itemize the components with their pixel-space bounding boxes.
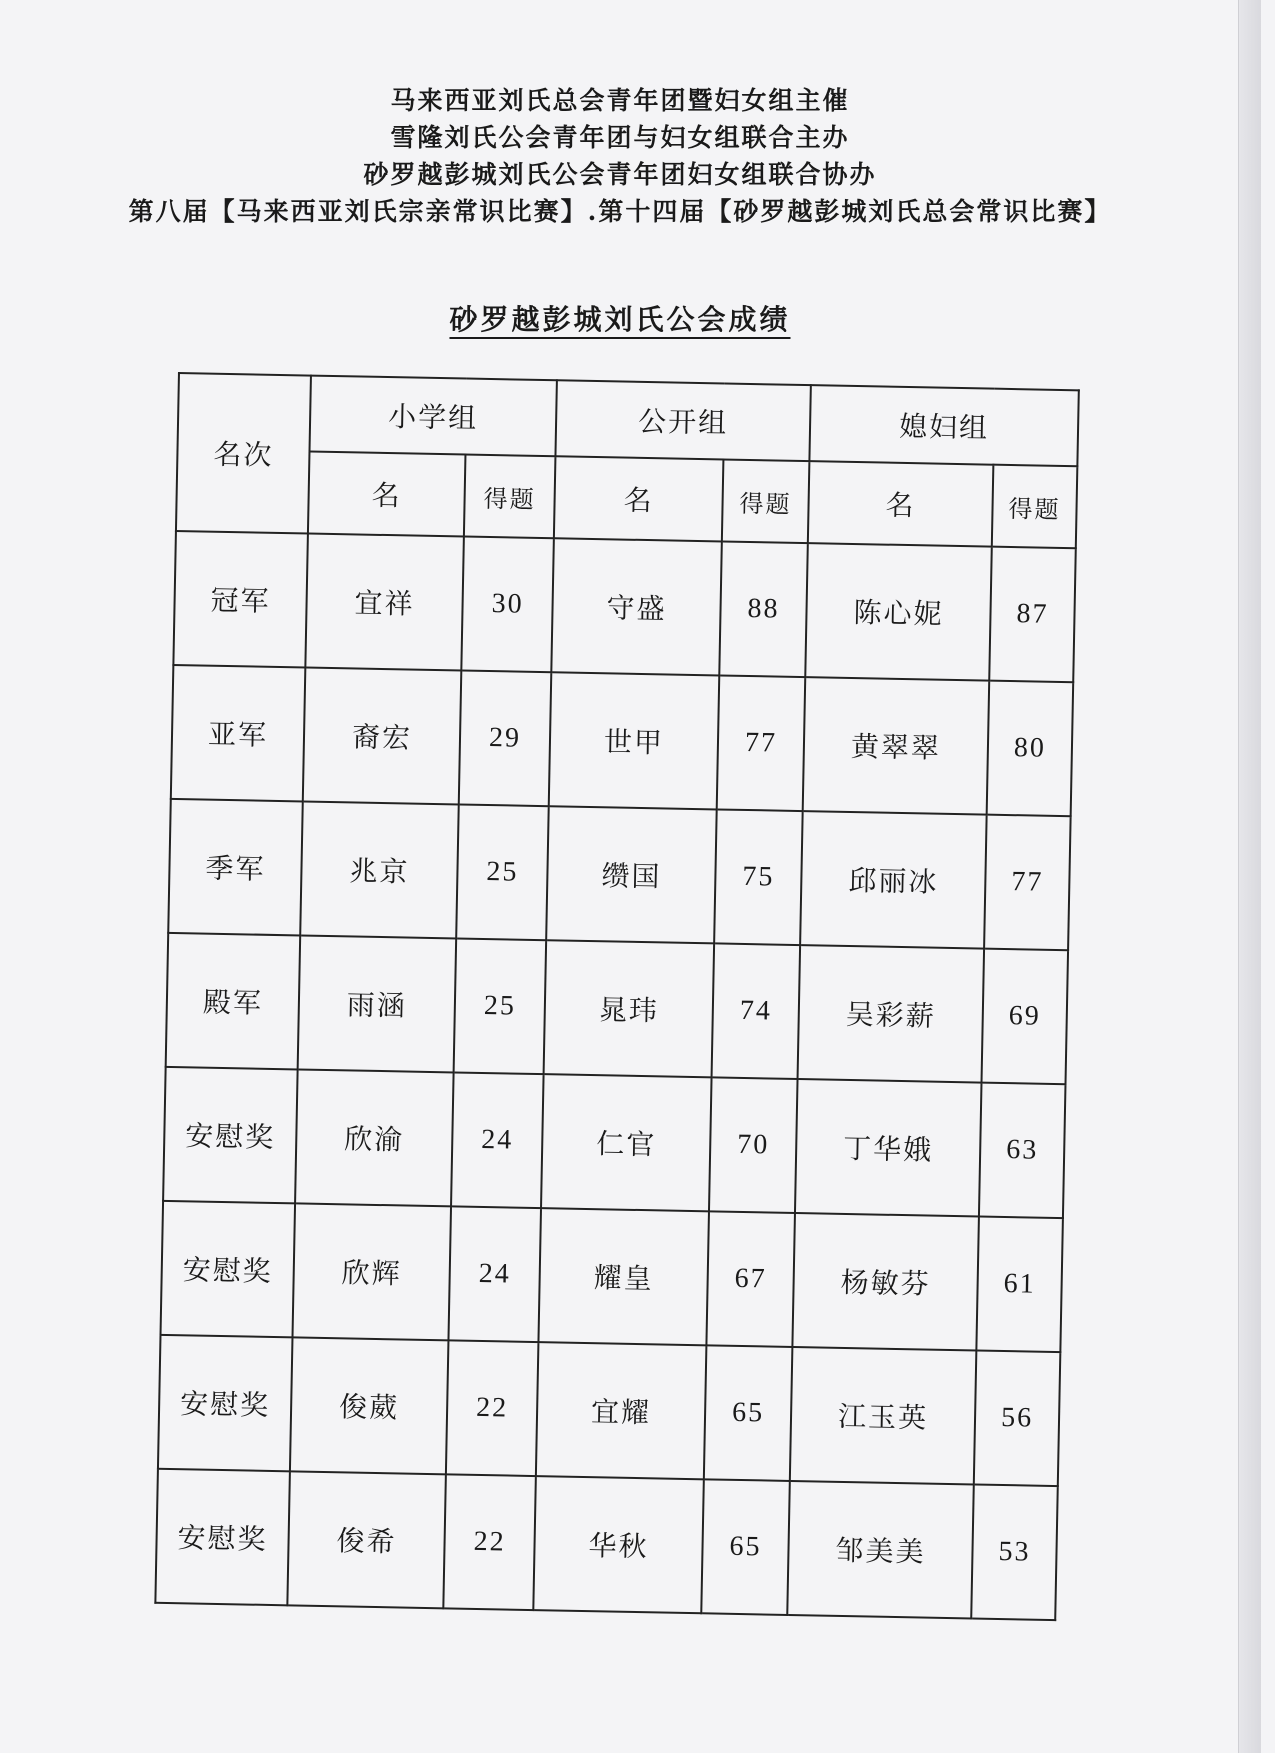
primary-score-cell: 25 xyxy=(454,938,547,1074)
wives-name-cell: 邱丽冰 xyxy=(800,811,987,949)
wives-score-cell: 61 xyxy=(976,1217,1063,1353)
wives-score-cell: 63 xyxy=(979,1083,1066,1219)
table-row xyxy=(161,1201,1063,1352)
table-row xyxy=(168,799,1070,950)
rank-cell: 冠军 xyxy=(173,531,308,668)
table-row xyxy=(173,531,1075,682)
group-header-wives: 媳妇组 xyxy=(809,385,1078,466)
primary-score-cell: 24 xyxy=(448,1206,541,1342)
primary-score-cell: 29 xyxy=(459,670,552,806)
heading-line-host: 雪隆刘氏公会青年团与妇女组联合主办 xyxy=(390,123,850,152)
open-name-cell: 华秋 xyxy=(533,1476,704,1613)
wives-score-cell: 77 xyxy=(984,815,1071,951)
rank-header: 名次 xyxy=(176,373,311,534)
score-header: 得题 xyxy=(722,459,810,543)
open-score-cell: 88 xyxy=(719,541,808,677)
wives-name-cell: 邹美美 xyxy=(787,1481,974,1619)
primary-score-cell: 22 xyxy=(446,1340,539,1476)
open-score-cell: 77 xyxy=(717,675,806,811)
open-name-cell: 宜耀 xyxy=(536,1342,707,1479)
table-row xyxy=(155,1469,1057,1620)
primary-score-cell: 24 xyxy=(451,1072,544,1208)
score-header: 得题 xyxy=(992,465,1078,549)
primary-name-cell: 雨涵 xyxy=(298,935,457,1072)
group-header-open: 公开组 xyxy=(555,380,810,461)
wives-score-cell: 53 xyxy=(971,1484,1058,1620)
primary-name-cell: 俊希 xyxy=(287,1471,446,1608)
rank-cell: 安慰奖 xyxy=(155,1469,290,1606)
table-row xyxy=(163,1067,1065,1218)
wives-score-cell: 87 xyxy=(989,547,1076,683)
rank-cell: 殿军 xyxy=(166,933,301,1070)
wives-name-cell: 丁华娥 xyxy=(795,1079,982,1217)
wives-name-cell: 杨敏芬 xyxy=(792,1213,979,1351)
primary-name-cell: 裔宏 xyxy=(303,667,462,804)
rank-cell: 亚军 xyxy=(171,665,306,802)
primary-name-cell: 俊葳 xyxy=(290,1337,449,1474)
open-score-cell: 70 xyxy=(709,1077,798,1213)
open-score-cell: 67 xyxy=(706,1211,795,1347)
table-row xyxy=(166,933,1068,1084)
open-name-cell: 守盛 xyxy=(551,538,722,675)
rank-cell: 安慰奖 xyxy=(158,1335,293,1472)
heading-line-event: 第八届【马来西亚刘氏宗亲常识比赛】.第十四届【砂罗越彭城刘氏总会常识比赛】 xyxy=(128,197,1112,226)
open-score-cell: 65 xyxy=(701,1479,790,1615)
group-header-primary: 小学组 xyxy=(309,376,556,457)
results-table xyxy=(154,372,1080,1621)
wives-name-cell: 吴彩薪 xyxy=(798,945,985,1083)
wives-name-cell: 黄翠翠 xyxy=(803,677,990,815)
open-score-cell: 75 xyxy=(714,809,803,945)
score-header: 得题 xyxy=(464,455,556,539)
primary-name-cell: 欣渝 xyxy=(295,1069,454,1206)
heading-line-organizer: 马来西亚刘氏总会青年团暨妇女组主催 xyxy=(390,86,850,115)
wives-score-cell: 69 xyxy=(982,949,1069,1085)
open-name-cell: 仁官 xyxy=(541,1074,712,1211)
open-name-cell: 缵国 xyxy=(546,806,717,943)
open-name-cell: 晁玮 xyxy=(544,940,715,1077)
primary-score-cell: 30 xyxy=(461,537,554,673)
rank-cell: 安慰奖 xyxy=(163,1067,298,1204)
name-header: 名 xyxy=(308,452,466,537)
name-header: 名 xyxy=(808,461,994,547)
wives-name-cell: 陈心妮 xyxy=(805,543,992,681)
primary-name-cell: 欣辉 xyxy=(292,1203,451,1340)
page-edge xyxy=(1238,0,1261,1753)
name-header: 名 xyxy=(554,456,724,541)
wives-score-cell: 80 xyxy=(987,681,1074,817)
rank-cell: 季军 xyxy=(168,799,303,936)
primary-name-cell: 宜祥 xyxy=(305,534,464,671)
primary-score-cell: 22 xyxy=(443,1474,536,1610)
open-score-cell: 74 xyxy=(712,943,801,1079)
open-name-cell: 耀皇 xyxy=(538,1208,709,1345)
primary-score-cell: 25 xyxy=(456,804,549,940)
primary-name-cell: 兆京 xyxy=(300,801,459,938)
results-subtitle: 砂罗越彭城刘氏公会成绩 xyxy=(449,303,791,336)
table-row xyxy=(158,1335,1060,1486)
open-name-cell: 世甲 xyxy=(549,672,720,809)
rank-cell: 安慰奖 xyxy=(161,1201,296,1338)
table-row xyxy=(171,665,1073,816)
wives-name-cell: 江玉英 xyxy=(790,1347,977,1485)
open-score-cell: 65 xyxy=(704,1345,793,1481)
document-heading xyxy=(0,82,1240,230)
heading-line-cohost: 砂罗越彭城刘氏公会青年团妇女组联合协办 xyxy=(363,160,877,189)
wives-score-cell: 56 xyxy=(974,1351,1061,1487)
